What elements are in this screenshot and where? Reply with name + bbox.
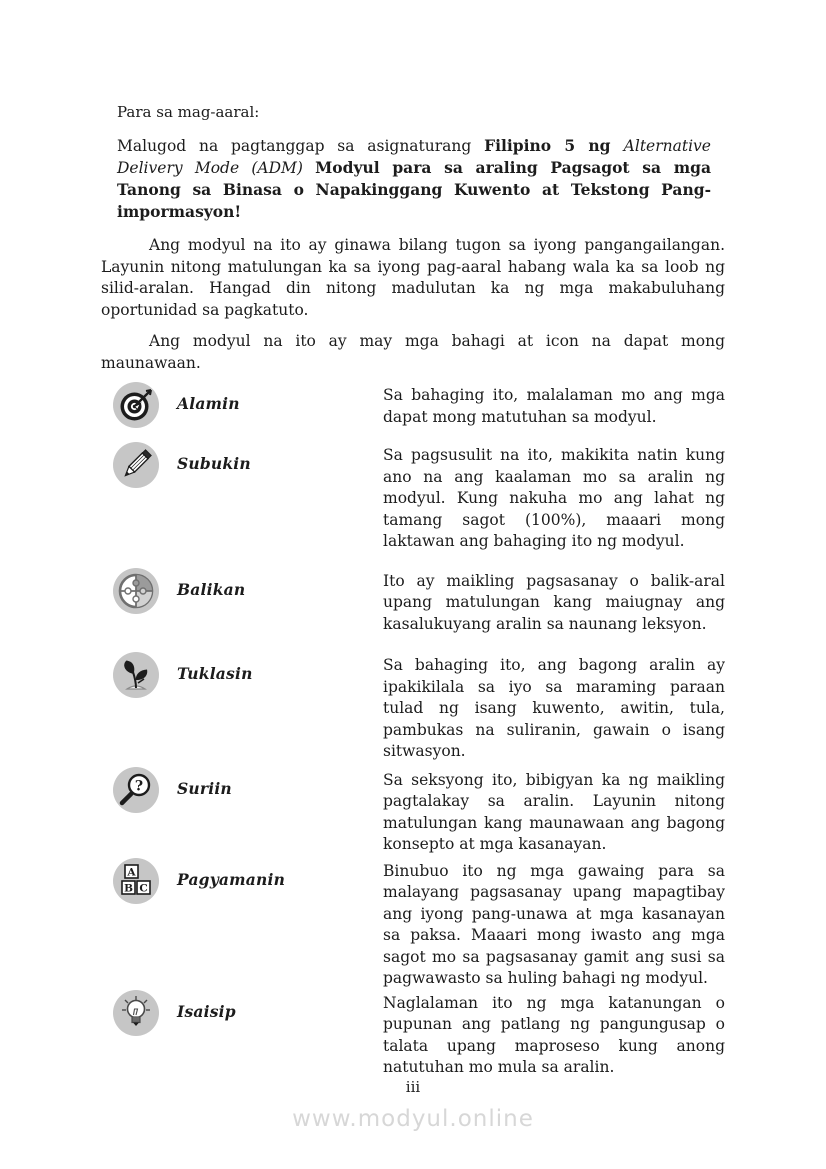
page-content [101, 103, 725, 1079]
legend-label: Alamin [177, 394, 240, 413]
intro-paragraph-2: Ang modyul na ito ay may mga bahagi at icon na dapat mong maunawaan. [101, 332, 725, 372]
watermark-text: www.modyul.online [292, 1106, 534, 1132]
legend-row-suriin [101, 767, 725, 856]
legend-label: Tuklasin [177, 664, 253, 683]
puzzle-icon [101, 568, 171, 614]
legend-description: Sa bahaging ito, malalaman mo ang mga dapat mong matutuhan sa modyul. [383, 386, 725, 426]
legend-description: Sa bahaging ito, ang bagong aralin ay ipakikilala sa iyo sa maraming paraan tulad ng isang kuwento, awitin, tula, pambukas na suliranin, gawain o isang sitwasyon. [383, 656, 725, 760]
welcome-subject: Filipino 5 ng [484, 136, 624, 155]
svg-text:?: ? [134, 778, 144, 794]
greeting-text: Para sa mag-aaral: [117, 103, 260, 121]
abc-blocks-icon [101, 858, 171, 904]
legend-row-balikan [101, 568, 725, 636]
svg-text:B: B [124, 882, 133, 894]
svg-text:C: C [139, 882, 148, 894]
target-icon [101, 382, 171, 428]
legend-description: Sa pagsusulit na ito, makikita natin kung ano na ang kaalaman mo sa aralin ng modyul. Kung nakuha mo ang lahat ng tamang sagot (100%), maaari mong laktawan ang bahaging ito ng modyul. [383, 446, 725, 550]
legend-label: Pagyamanin [177, 869, 286, 889]
legend-description: Naglalaman ito ng mga katanungan o pupunan ang patlang ng pangungusap o talata upang maproseso kung anong natutuhan mo mula sa aralin. [383, 993, 725, 1076]
legend-row-isaisip [101, 990, 725, 1079]
legend-label: Isaisip [177, 1001, 236, 1021]
icon-legend-table [101, 382, 725, 1079]
legend-label: Subukin [177, 454, 251, 473]
welcome-module-title: Modyul para sa araling Pagsagot sa mga Tanong sa Binasa o Napakinggang Kuwento at Tekstong Pang-impormasyon! [117, 158, 711, 221]
legend-description: Binubuo ito ng mga gawaing para sa malayang pagsasanay upang mapagtibay ang iyong pang-unawa at mga kasanayan sa paksa. Maaari mong iwasto ang mga sagot mo sa pagsasanay gamit ang susi sa pagwawasto sa huling bahagi ng modyul. [383, 861, 725, 987]
magnifier-question-icon [101, 767, 171, 813]
welcome-mode: Alternative Delivery Mode (ADM) [117, 137, 711, 177]
svg-text:A: A [127, 866, 136, 878]
intro-paragraph-1: Ang modyul na ito ay ginawa bilang tugon sa iyong pangangailangan. Layunin nitong matulungan ka sa iyong pag-aaral habang wala ka sa loob ng silid-aralan. Hangad din nitong madulutan ka ng mga makabuluhang oportunidad sa pagkatuto. [101, 236, 725, 319]
legend-row-tuklasin [101, 652, 725, 763]
page-number: iii [405, 1078, 421, 1096]
welcome-intro: Malugod na pagtanggap sa asignaturang [117, 137, 485, 155]
legend-label: Balikan [177, 579, 246, 599]
pencil-icon [101, 442, 171, 488]
legend-row-pagyamanin [101, 858, 725, 990]
legend-label: Suriin [177, 778, 232, 798]
legend-description: Sa seksyong ito, bibigyan ka ng maikling pagtalakay sa aralin. Layunin nitong matulungan kang maunawaan ang bagong konsepto at mga kasanayan. [383, 770, 725, 853]
plant-icon [101, 652, 171, 698]
legend-row-alamin [101, 382, 725, 428]
legend-description: Ito ay maikling pagsasanay o balik-aral upang matulungan kang maiugnay ang kasalukuyang aralin sa naunang leksyon. [383, 571, 725, 633]
legend-row-subukin [101, 442, 725, 553]
welcome-paragraph [117, 135, 711, 223]
bulb-icon [101, 990, 171, 1036]
